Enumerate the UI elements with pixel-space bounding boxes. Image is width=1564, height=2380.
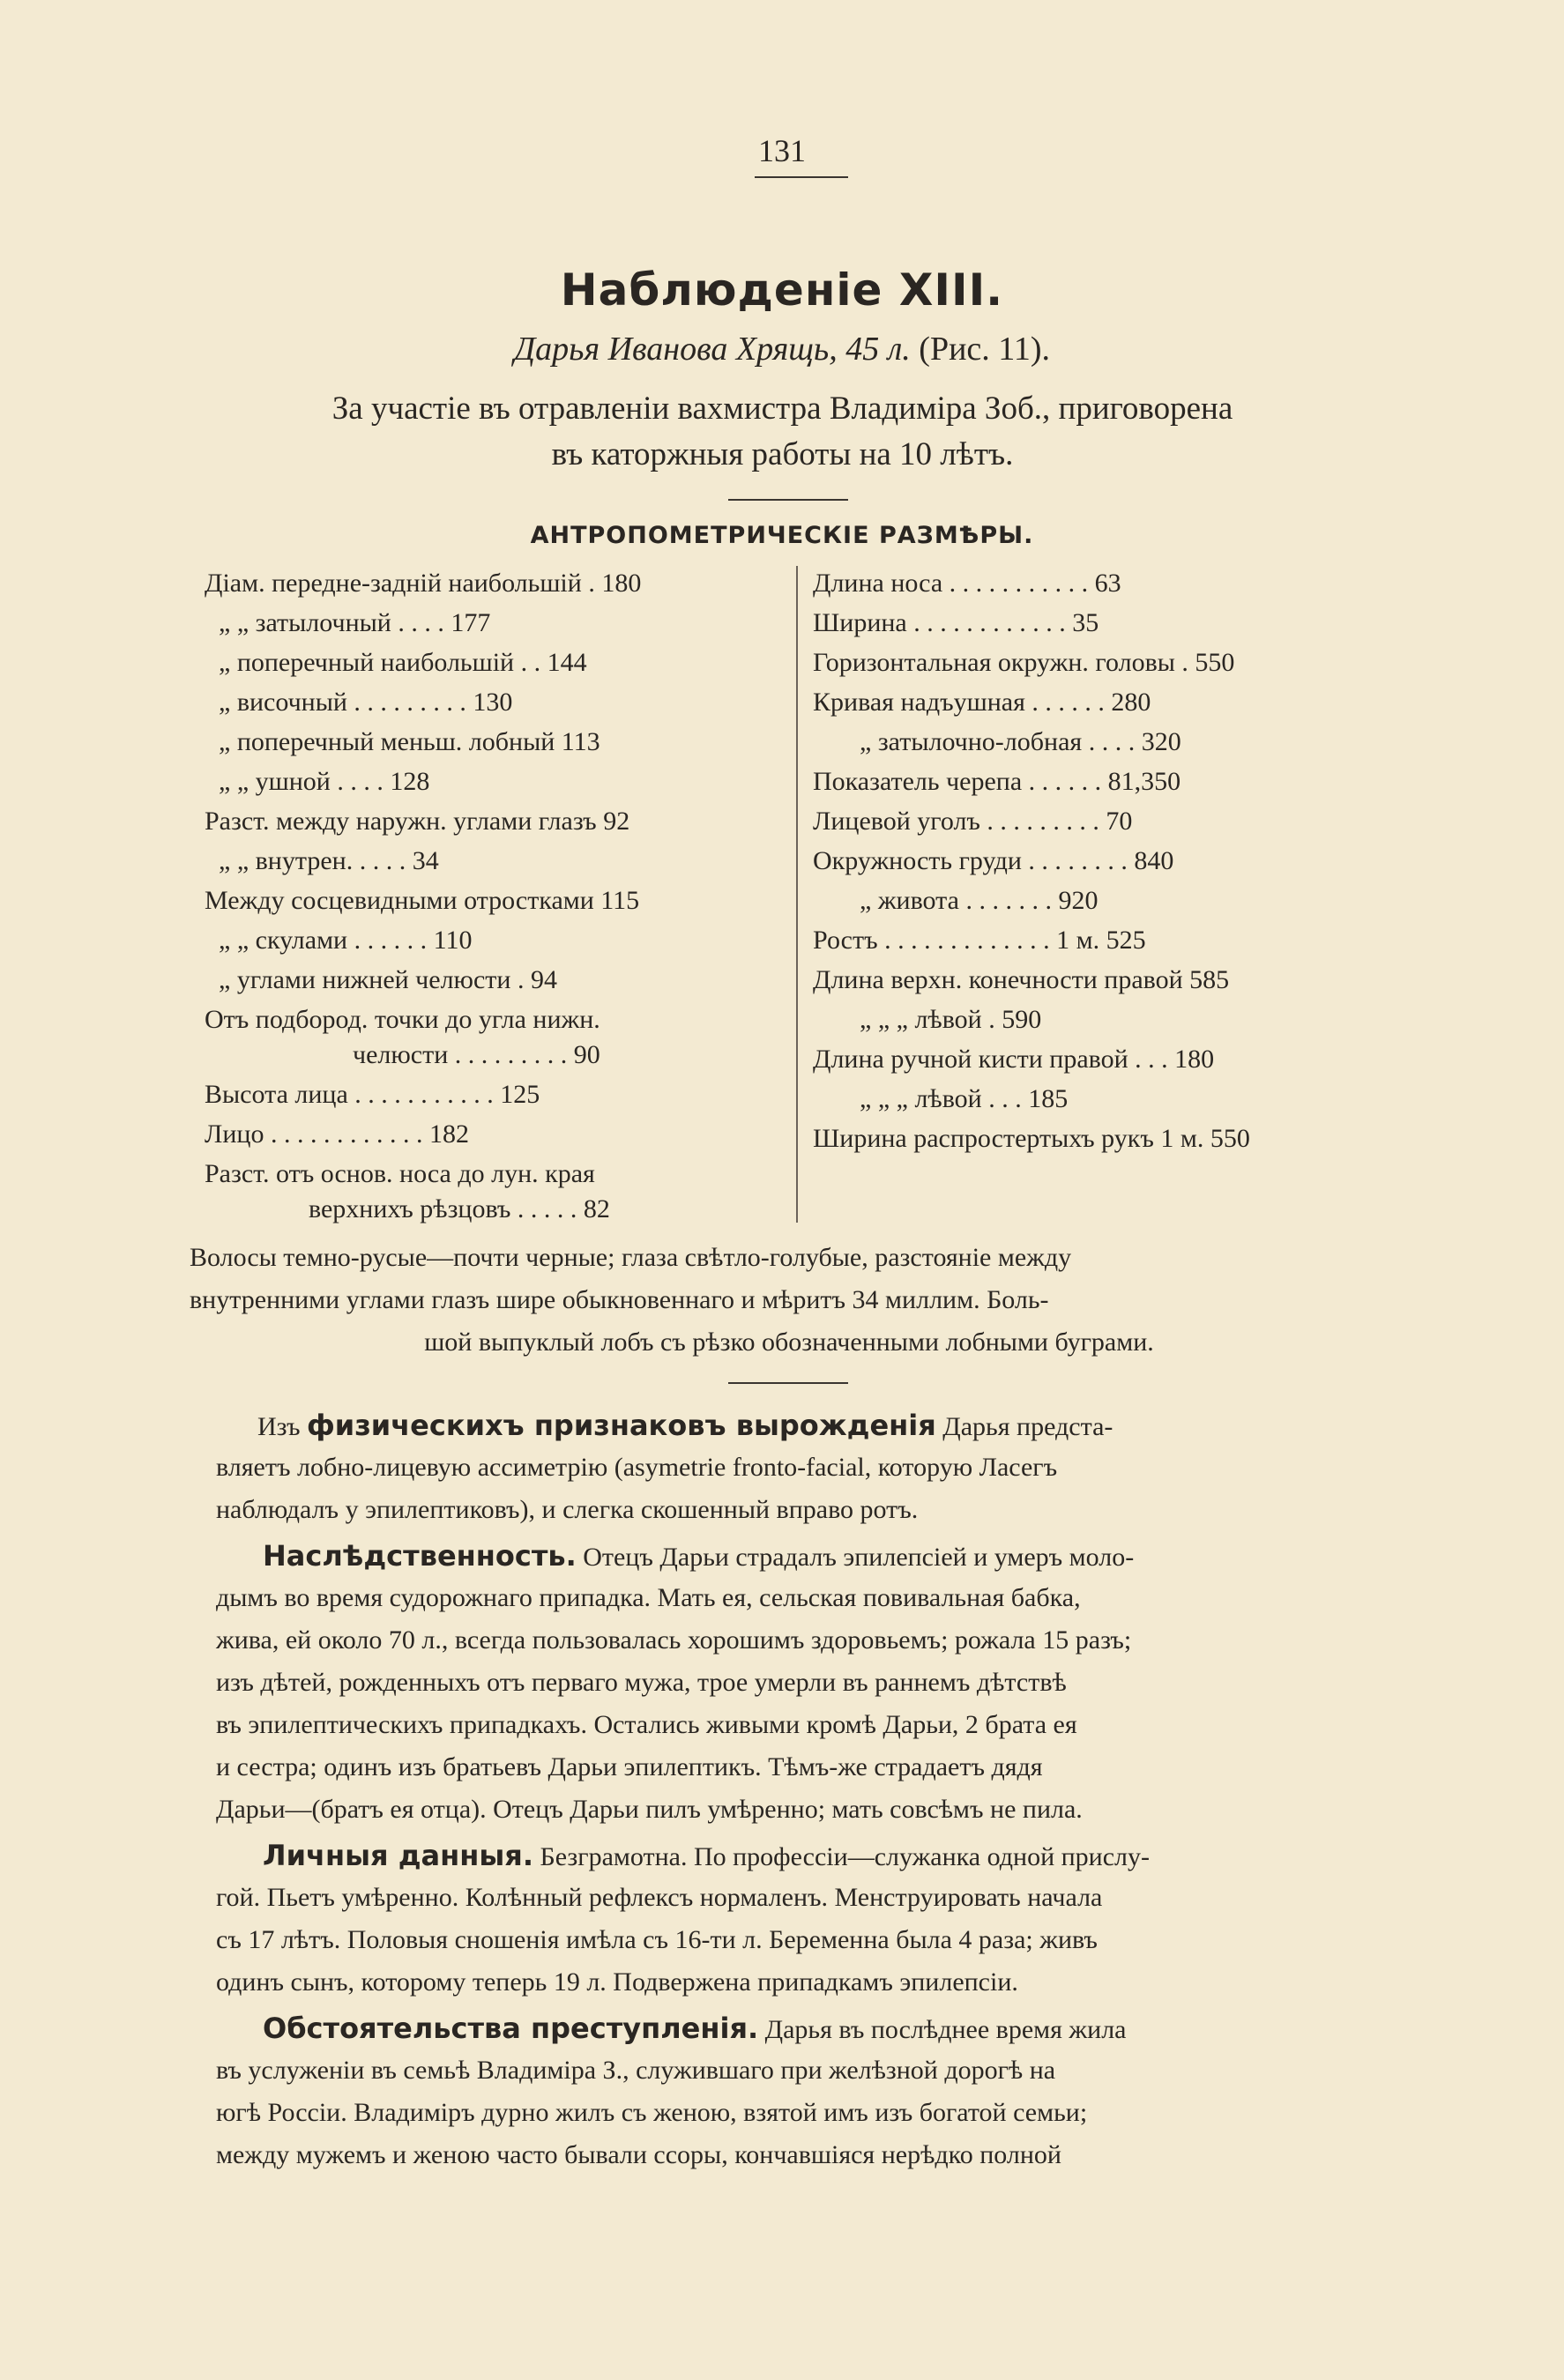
column-divider — [796, 566, 798, 1223]
measurement-row: Разст. отъ основ. носа до лун. края — [205, 1159, 595, 1188]
measurement-row: Разст. между наружн. углами глазъ 92 — [205, 807, 630, 836]
heredity-line — [263, 1539, 1435, 1573]
page-number-rule — [755, 176, 848, 178]
measurement-row: „ поперечный наибольшій . . 144 — [219, 648, 587, 677]
description-line: шой выпуклый лобъ съ рѣзко обозначенными лобными буграми. — [424, 1328, 1154, 1357]
personal-line: съ 17 лѣтъ. Половыя сношенія имѣла съ 16-ти л. Беременна была 4 раза; живъ — [216, 1925, 1098, 1954]
subject-line — [0, 330, 1564, 368]
description-line: Волосы темно-русые—почти черные; глаза свѣтло-голубые, разстояніе между — [190, 1243, 1072, 1272]
measurement-row: Окружность груди . . . . . . . . 840 — [813, 846, 1174, 875]
heredity-line: и сестра; одинъ изъ братьевъ Дарьи эпилептикъ. Тѣмъ-же страдаетъ дядя — [216, 1752, 1043, 1781]
degeneration-prefix: Изъ — [257, 1412, 308, 1441]
degeneration-heading: физическихъ признаковъ вырожденія — [307, 1409, 936, 1442]
personal-heading: Личныя данныя. — [263, 1839, 533, 1872]
measurement-row: „ „ внутрен. . . . . 34 — [219, 846, 439, 875]
observation-title: Наблюденіе XIII. — [560, 264, 1004, 316]
heredity-text: Отецъ Дарьи страдалъ эпилепсіей и умеръ моло- — [576, 1543, 1135, 1572]
measurement-row: „ височный . . . . . . . . . 130 — [219, 688, 513, 717]
degeneration-line — [257, 1409, 1430, 1442]
circumstances-heading: Обстоятельства преступленія. — [263, 2012, 759, 2045]
measurements-heading: АНТРОПОМЕТРИЧЕСКІЕ РАЗМѢРЫ. — [530, 522, 1034, 549]
degeneration-line: наблюдалъ у эпилептиковъ), и слегка скошенный вправо ротъ. — [216, 1495, 919, 1524]
heredity-line: въ эпилептическихъ припадкахъ. Остались живыми кромѣ Дарьи, 2 брата ея — [216, 1710, 1077, 1739]
measurement-row: верхнихъ рѣзцовъ . . . . . 82 — [309, 1194, 610, 1223]
measurement-row: „ живота . . . . . . . 920 — [860, 886, 1099, 915]
measurement-row: Между сосцевидными отростками 115 — [205, 886, 640, 915]
description-line: внутренними углами глазъ шире обыкновеннаго и мѣритъ 34 миллим. Боль- — [190, 1285, 1049, 1314]
subject-name: Дарья Иванова Хрящь, 45 л. — [513, 331, 911, 368]
circumstances-line — [263, 2012, 1435, 2045]
circumstances-text: Дарья въ послѣднее время жила — [758, 2015, 1127, 2044]
circumstances-line: въ услуженіи въ семьѣ Владиміра З., служившаго при желѣзной дорогѣ на — [216, 2056, 1056, 2085]
measurement-row: Лицевой уголъ . . . . . . . . . 70 — [813, 807, 1133, 836]
measurement-row: Ширина . . . . . . . . . . . . 35 — [813, 608, 1099, 637]
measurement-row: Ширина распростертыхъ рукъ 1 м. 550 — [813, 1124, 1250, 1153]
section-divider — [728, 1382, 848, 1384]
measurement-row: Длина ручной кисти правой . . . 180 — [813, 1045, 1215, 1074]
measurement-row: Отъ подбород. точки до угла нижн. — [205, 1005, 600, 1034]
measurement-row: Ростъ . . . . . . . . . . . . . 1 м. 525 — [813, 926, 1146, 955]
measurement-row: Діам. передне-задній наибольшій . 180 — [205, 569, 642, 598]
measurement-row: Показатель черепа . . . . . . 81,350 — [813, 767, 1181, 796]
measurement-row: Длина верхн. конечности правой 585 — [813, 965, 1230, 994]
measurement-row: „ „ ушной . . . . 128 — [219, 767, 430, 796]
measurement-row: Лицо . . . . . . . . . . . . 182 — [205, 1119, 469, 1149]
personal-text: Безграмотна. По профессіи—служанка одной прислу- — [533, 1842, 1151, 1871]
measurement-row: челюсти . . . . . . . . . 90 — [353, 1040, 600, 1069]
intro-line: За участіе въ отравленіи вахмистра Владиміра Зоб., приговорена — [331, 390, 1233, 427]
intro-line: въ каторжныя работы на 10 лѣтъ. — [551, 436, 1014, 472]
personal-line — [263, 1839, 1435, 1872]
measurement-row: Длина носа . . . . . . . . . . . 63 — [813, 569, 1121, 598]
heredity-heading: Наслѣдственность. — [263, 1539, 577, 1573]
measurement-row: „ углами нижней челюсти . 94 — [219, 965, 557, 994]
circumstances-line: между мужемъ и женою часто бывали ссоры, кончавшіяся нерѣдко полной — [216, 2140, 1061, 2169]
heredity-line: дымъ во время судорожнаго припадка. Мать ея, сельская повивальная бабка, — [216, 1583, 1081, 1612]
personal-line: гой. Пьетъ умѣренно. Колѣнный рефлексъ нормаленъ. Менструировать начала — [216, 1883, 1103, 1912]
measurement-row: „ „ затылочный . . . . 177 — [219, 608, 491, 637]
measurement-row: „ „ скулами . . . . . . 110 — [219, 926, 473, 955]
measurement-row: Кривая надъушная . . . . . . 280 — [813, 688, 1151, 717]
degeneration-line: вляетъ лобно-лицевую ассиметрію (asymetrie fronto-facial, которую Ласегъ — [216, 1453, 1058, 1482]
section-divider — [728, 499, 848, 501]
measurement-row: Высота лица . . . . . . . . . . . 125 — [205, 1080, 540, 1109]
measurement-row: „ „ „ лѣвой . . . 185 — [860, 1084, 1069, 1113]
measurement-row: „ поперечный меньш. лобный 113 — [219, 727, 600, 756]
measurement-row: Горизонтальная окружн. головы . 550 — [813, 648, 1235, 677]
personal-line: одинъ сынъ, которому теперь 19 л. Подвержена припадкамъ эпилепсіи. — [216, 1967, 1018, 1997]
measurement-row: „ затылочно-лобная . . . . 320 — [860, 727, 1181, 756]
heredity-line: жива, ей около 70 л., всегда пользовалась хорошимъ здоровьемъ; рожала 15 разъ; — [216, 1625, 1132, 1655]
heredity-line: изъ дѣтей, рожденныхъ отъ перваго мужа, трое умерли въ раннемъ дѣтствѣ — [216, 1668, 1067, 1697]
circumstances-line: югѣ Россіи. Владиміръ дурно жилъ съ женою, взятой имъ изъ богатой семьи; — [216, 2098, 1088, 2127]
degeneration-text: Дарья предста- — [935, 1412, 1113, 1441]
figure-ref: (Рис. 11). — [910, 331, 1051, 368]
heredity-line: Дарьи—(братъ ея отца). Отецъ Дарьи пилъ умѣренно; мать совсѣмъ не пила. — [216, 1795, 1083, 1824]
measurement-row: „ „ „ лѣвой . 590 — [860, 1005, 1042, 1034]
page-number: 131 — [758, 133, 806, 168]
